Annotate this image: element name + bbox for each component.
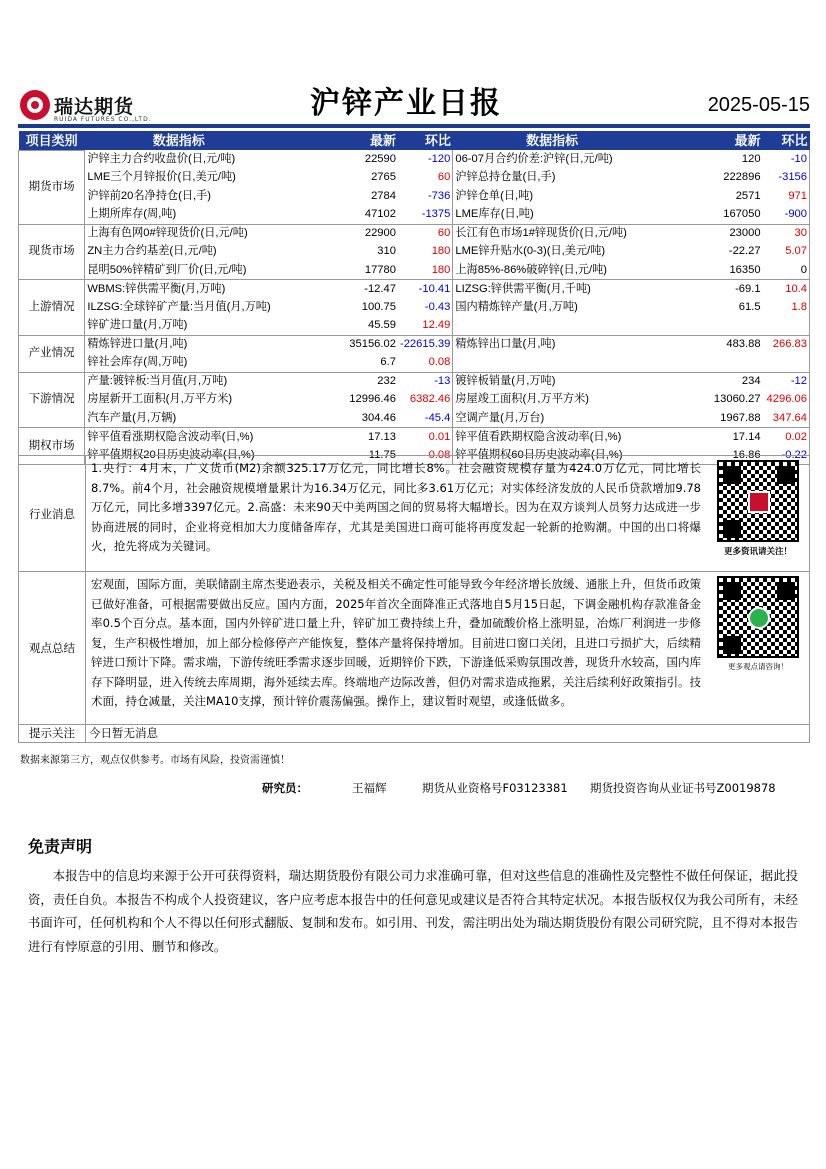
change-left-cell: 0.08: [398, 446, 453, 465]
latest-left-cell: 12996.46: [349, 393, 396, 406]
news-label: 行业消息: [19, 456, 86, 571]
latest-right-cell: 16.86: [651, 446, 762, 465]
header-latest-right: 最新: [651, 131, 762, 150]
latest-right-cell: 2571: [735, 189, 761, 202]
notice-label: 提示关注: [19, 725, 86, 742]
indicator-right-cell: [453, 354, 652, 373]
view-qr-caption: 更多观点请咨询！: [728, 662, 788, 671]
table-row: [19, 391, 810, 410]
change-right-cell: 30: [763, 224, 810, 243]
table-row: [19, 428, 810, 447]
change-right-cell: 4296.06: [763, 391, 810, 410]
latest-left-cell: 47102: [273, 206, 398, 225]
latest-right-cell: 13060.27: [713, 393, 761, 406]
news-qr: [717, 460, 799, 557]
indicator-right-cell: 沪锌仓单(日,吨): [453, 187, 652, 206]
indicator-right-cell: LIZSG:锌供需平衡(月,千吨): [453, 280, 652, 299]
indicator-right-cell: 精炼锌出口量(月,吨): [453, 335, 652, 354]
change-left-cell: -45.4: [398, 409, 453, 428]
table-row: [19, 243, 810, 262]
view-qr: [717, 576, 799, 672]
change-right-cell: [763, 317, 810, 336]
latest-left-cell: -12.47: [364, 282, 396, 295]
latest-right-cell: 120: [741, 152, 761, 165]
header-change-left: 环比: [398, 131, 453, 150]
indicator-left-cell: 锌社会库存(周,万吨): [85, 354, 273, 373]
wechat-qr-code-icon: [717, 576, 799, 658]
latest-left-cell: 22590: [364, 152, 396, 165]
change-right-cell: 0: [763, 261, 810, 280]
category-cell: 期货市场: [19, 150, 85, 224]
latest-left-cell: 310: [377, 245, 396, 258]
latest-left-cell: 17.13: [367, 430, 396, 443]
indicator-left-cell: 精炼锌进口量(月,吨): [85, 335, 273, 354]
view-text: 宏观面，国际方面，美联储副主席杰斐逊表示，关税及相关不确定性可能导致今年经济增长放缓、通胀上升，但货币政策已做好准备，可根据需要做出反应。国内方面，2025年首次全面降准正式落地自5月15日起，下调金融机构存款准备金率0.5个百分点。基本面，国内外锌矿进口量上升，锌矿加工费持续上升，叠加硫酸价格上涨明显，冶炼厂利润进一步修复，生产积极性增加，加上部分检修停产产能恢复，整体产量将保持增加。目前进口窗口关闭，且进口亏损扩大，后续精锌进口预计下降。需求端，下游传统旺季需求逐步回暖，近期锌价下跌，下游逢低采购氛围改善，现货升水较高，国内库存下降明显，进入传统去库周期，海外延续去库。终端地产边际改善，但仍对需求造成拖累，关注后续利好政策指引。技术面，持仓减量，关注MA10支撑，预计锌价震荡偏强。操作上，建议暂时观望，或逢低做多。: [91, 577, 701, 708]
disclaimer-title: 免责声明: [28, 837, 93, 856]
latest-right-cell: 17.14: [732, 430, 761, 443]
news-section: [18, 455, 810, 572]
disclaimer-body: 本报告中的信息均来源于公开可获得资料，瑞达期货股份有限公司力求准确可靠，但对这些信息的准确性及完整性不做任何保证，据此投资，责任自负。本报告不构成个人投资建议，客户应考虑本报告中的任何意见或建议是否符合其特定状况。本报告版权仅为我公司所有，未经书面许可，任何机构和个人不得以任何形式翻版、复制和发布。如引用、刊发，需注明出处为瑞达期货股份有限公司研究院，且不得对本报告进行有悖原意的引用、删节和修改。: [28, 868, 798, 954]
indicator-left-cell: WBMS:锌供需平衡(月,万吨): [85, 280, 273, 299]
change-left-cell: 6382.46: [398, 391, 453, 410]
table-header-row: [19, 131, 810, 150]
latest-right-cell: 483.88: [726, 338, 761, 350]
change-left-cell: 60: [398, 169, 453, 188]
change-left-cell: -120: [398, 150, 453, 169]
latest-right-cell: 23000: [729, 227, 761, 239]
table-row: [19, 335, 810, 354]
table-row: [19, 354, 810, 373]
indicator-right-cell: LME库存(日,吨): [453, 206, 652, 225]
change-right-cell: 971: [763, 187, 810, 206]
header-rule: [18, 124, 810, 128]
table-row: [19, 150, 810, 169]
table-row: [19, 298, 810, 317]
category-cell: 上游情况: [19, 280, 85, 336]
change-right-cell: -3156: [763, 169, 810, 188]
ruida-logo-icon: [20, 90, 50, 120]
change-left-cell: -10.41: [398, 280, 453, 299]
researcher-label: 研究员：: [262, 781, 308, 795]
indicator-left-cell: LME三个月锌报价(日,美元/吨): [85, 169, 273, 188]
table-row: [19, 206, 810, 225]
indicator-left-cell: 汽车产量(月,万辆): [85, 409, 273, 428]
change-left-cell: 0.01: [398, 428, 453, 447]
indicator-left-cell: 上海有色网0#锌现货价(日,元/吨): [85, 224, 273, 243]
change-right-cell: -12: [763, 372, 810, 391]
latest-right-cell: 16350: [651, 261, 762, 280]
latest-right-cell: 167050: [651, 206, 762, 225]
indicator-right-cell: [453, 317, 652, 336]
change-right-cell: 5.07: [763, 243, 810, 262]
header-latest-left: 最新: [273, 131, 398, 150]
change-left-cell: 180: [398, 243, 453, 262]
news-qr-caption: 更多资讯请关注！: [723, 547, 792, 557]
latest-left-cell: 22900: [364, 227, 396, 239]
change-left-cell: -736: [398, 187, 453, 206]
latest-left-cell: 17780: [273, 261, 398, 280]
view-section: [18, 571, 810, 725]
latest-right-cell: 61.5: [738, 300, 761, 313]
qr-code-icon: [717, 460, 799, 542]
futures-qualification: 期货从业资格号F03123381: [422, 781, 568, 795]
change-right-cell: 266.83: [763, 335, 810, 354]
researcher-name: 王福辉: [352, 781, 387, 795]
change-right-cell: -10: [763, 150, 810, 169]
category-cell: 期权市场: [19, 428, 85, 465]
change-left-cell: -13: [398, 372, 453, 391]
indicator-right-cell: 空调产量(月,万台): [453, 409, 652, 428]
latest-left-cell: 45.59: [273, 317, 398, 336]
table-row: [19, 187, 810, 206]
indicator-left-cell: 锌矿进口量(月,万吨): [85, 317, 273, 336]
table-row: [19, 169, 810, 188]
table-body: [19, 150, 810, 465]
indicator-left-cell: 锌平值看涨期权隐含波动率(日,%): [85, 428, 273, 447]
notice-row: [18, 724, 810, 743]
table-row: [19, 409, 810, 428]
latest-left-cell: 11.75: [273, 446, 398, 465]
change-right-cell: 347.64: [763, 409, 810, 428]
latest-right-cell: [651, 317, 762, 336]
category-cell: 现货市场: [19, 224, 85, 280]
table-row: [19, 280, 810, 299]
indicator-right-cell: 沪锌总持仓量(日,手): [453, 169, 652, 188]
latest-left-cell: 35156.02: [349, 338, 396, 350]
change-right-cell: [763, 354, 810, 373]
change-right-cell: 1.8: [763, 298, 810, 317]
report-header: [18, 78, 810, 130]
header-change-right: 环比: [763, 131, 810, 150]
latest-right-cell: 222896: [723, 171, 761, 184]
indicator-left-cell: 锌平值期权20日历史波动率(日,%): [85, 446, 273, 465]
indicator-left-cell: 沪锌主力合约收盘价(日,元/吨): [85, 150, 273, 169]
report-date: 2025-05-15: [707, 94, 810, 116]
change-left-cell: 60: [398, 224, 453, 243]
notice-text: 今日暂无消息: [89, 726, 158, 740]
indicator-right-cell: LME锌升贴水(0-3)(日,美元/吨): [453, 243, 652, 262]
change-right-cell: 10.4: [763, 280, 810, 299]
latest-left-cell: 6.7: [273, 354, 398, 373]
indicator-right-cell: 锌平值看跌期权隐含波动率(日,%): [453, 428, 652, 447]
table-row: [19, 261, 810, 280]
latest-right-cell: 1967.88: [651, 409, 762, 428]
latest-left-cell: 100.75: [361, 300, 396, 313]
change-right-cell: -0.22: [763, 446, 810, 465]
latest-right-cell: 234: [741, 375, 761, 387]
change-right-cell: 0.02: [763, 428, 810, 447]
indicator-left-cell: 产量:镀锌板:当月值(月,万吨): [85, 372, 273, 391]
indicator-right-cell: 锌平值期权60日历史波动率(日,%): [453, 446, 652, 465]
indicator-right-cell: 长江有色市场1#锌现货价(日,元/吨): [453, 224, 652, 243]
logo-text: 瑞达期货: [54, 96, 135, 118]
indicator-right-cell: 镀锌板销量(月,万吨): [453, 372, 652, 391]
source-note: 数据来源第三方，观点仅供参考。市场有风险，投资需谨慎！: [20, 755, 290, 766]
latest-right-cell: -69.1: [735, 282, 761, 295]
category-cell: 下游情况: [19, 372, 85, 428]
report-title: 沪锌产业日报: [310, 86, 502, 121]
category-cell: 产业情况: [19, 335, 85, 372]
change-left-cell: 180: [398, 261, 453, 280]
header-indicator-left: 数据指标: [85, 131, 273, 150]
change-left-cell: -22615.39: [398, 335, 453, 354]
data-table: [18, 131, 810, 465]
indicator-left-cell: 上期所库存(周,吨): [85, 206, 273, 225]
latest-right-cell: [651, 354, 762, 373]
indicator-left-cell: 房屋新开工面积(月,万平方米): [85, 391, 273, 410]
indicator-left-cell: ZN主力合约基差(日,元/吨): [85, 243, 273, 262]
consult-qualification: 期货投资咨询从业证书号Z0019878: [590, 781, 776, 795]
indicator-left-cell: ILZSG:全球锌矿产量:当月值(月,万吨): [85, 298, 273, 317]
latest-right-cell: -22.27: [728, 245, 761, 258]
table-row: [19, 372, 810, 391]
indicator-right-cell: 上海85%-86%破碎锌(日,元/吨): [453, 261, 652, 280]
change-left-cell: 12.49: [398, 317, 453, 336]
change-right-cell: -900: [763, 206, 810, 225]
indicator-right-cell: 06-07月合约价差:沪锌(日,元/吨): [453, 150, 652, 169]
header-indicator-right: 数据指标: [453, 131, 652, 150]
indicator-right-cell: 房屋竣工面积(月,万平方米): [453, 391, 652, 410]
indicator-right-cell: 国内精炼锌产量(月,万吨): [453, 298, 652, 317]
latest-left-cell: 304.46: [273, 409, 398, 428]
change-left-cell: 0.08: [398, 354, 453, 373]
latest-left-cell: 2765: [371, 171, 396, 184]
change-left-cell: -1375: [398, 206, 453, 225]
indicator-left-cell: 沪锌前20名净持仓(日,手): [85, 187, 273, 206]
table-row: [19, 317, 810, 336]
logo-subtext: RUIDA FUTURES CO.,LTD.: [54, 116, 152, 123]
latest-left-cell: 232: [377, 375, 396, 387]
view-label: 观点总结: [19, 572, 86, 724]
header-category: 项目类别: [19, 131, 85, 150]
latest-left-cell: 2784: [371, 189, 396, 202]
news-text: 1.央行：4月末，广义货币(M2)余额325.17万亿元，同比增长8%。社会融资规模存量为424.0万亿元，同比增长8.7%。前4个月，社会融资规模增量累计为16.34万亿元，同比多3.61万亿元；对实体经济发放的人民币贷款增加9.78万亿元，同比多增3397亿元。2.高盛：未来90天中美两国之间的贸易将大幅增长。因为在双方谈判人员努力达成进一步协商进展的同时，企业将竞相加大力度储备库存，尤其是美国进口商可能将再度发起一轮新的抢购潮。中国的出口将爆火，抢先将成为关键词。: [91, 461, 701, 553]
table-row: [19, 224, 810, 243]
indicator-left-cell: 昆明50%锌精矿到厂价(日,元/吨): [85, 261, 273, 280]
change-left-cell: -0.43: [398, 298, 453, 317]
